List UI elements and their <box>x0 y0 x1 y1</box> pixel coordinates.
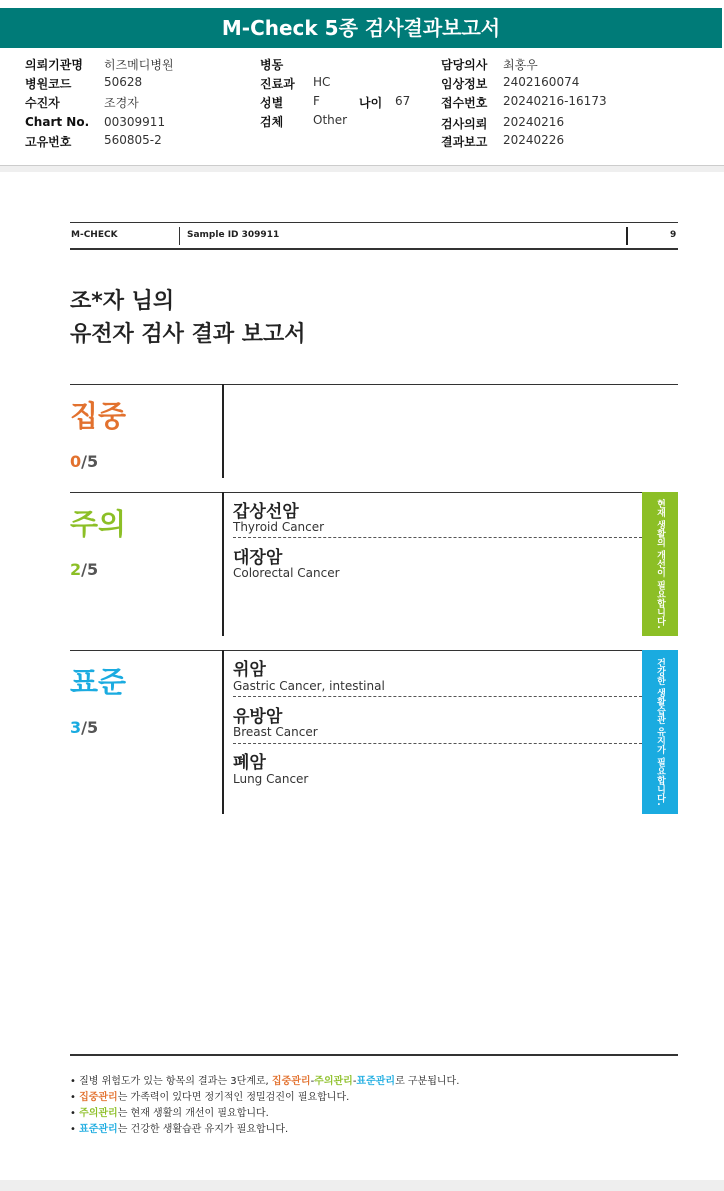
age-label: 나이 <box>359 96 383 110</box>
sex-label: 성별 <box>260 96 284 110</box>
item-divider <box>233 696 642 697</box>
doctor-label: 담당의사 <box>441 58 488 72</box>
standard-item-ko: 유방암 <box>233 707 283 727</box>
standard-item-ko: 위암 <box>233 660 266 680</box>
caution-section-name: 주의 <box>70 507 127 541</box>
item-divider <box>233 743 642 744</box>
standard-count: 3/5 <box>70 718 99 737</box>
section-divider <box>70 650 678 651</box>
bottom-band <box>0 1180 724 1191</box>
ward-label: 병동 <box>260 58 284 72</box>
focus-count: 0/5 <box>70 452 99 471</box>
patient-value: 조경자 <box>104 96 139 110</box>
dept-label: 진료과 <box>260 77 295 91</box>
note-2: • 집중관리는 가족력이 있다면 정기적인 정밀검진이 필요합니다. <box>70 1092 350 1103</box>
caution-item-en: Colorectal Cancer <box>233 566 340 580</box>
hospital-label: 의뢰기관명 <box>25 58 83 72</box>
section-divider <box>70 492 678 493</box>
caution-count: 2/5 <box>70 560 99 579</box>
caution-item-ko: 갑상선암 <box>233 502 299 522</box>
note-1: • 질병 위험도가 있는 항목의 결과는 3단계로, 집중관리-주의관리-표준관리로 구분됩니다. <box>70 1076 460 1087</box>
chart-value: 00309911 <box>104 115 166 129</box>
report-page <box>0 172 724 1180</box>
request-value: 20240216 <box>503 115 565 129</box>
specimen-label: 검체 <box>260 115 284 129</box>
brand-label: M-CHECK <box>71 230 118 240</box>
receipt-label: 접수번호 <box>441 96 488 110</box>
caution-item-en: Thyroid Cancer <box>233 520 325 534</box>
specimen-value: Other <box>313 113 348 127</box>
caution-side-tab: 현재 생활의 개선이 필요합니다. <box>642 492 678 636</box>
standard-item-en: Lung Cancer <box>233 772 309 786</box>
standard-side-tab: 건강한 생활습관 유지가 필요합니다. <box>642 650 678 814</box>
section-divider <box>70 384 678 385</box>
result-value: 20240226 <box>503 133 565 147</box>
doctor-value: 최홍우 <box>503 58 538 72</box>
standard-item-en: Breast Cancer <box>233 725 318 739</box>
sample-id: Sample ID 309911 <box>187 230 280 240</box>
title-line-2: 유전자 검사 결과 보고서 <box>70 322 306 347</box>
standard-item-en: Gastric Cancer, intestinal <box>233 679 385 693</box>
age-value: 67 <box>395 94 411 108</box>
section-vertical-line <box>222 492 224 636</box>
clinical-label: 임상정보 <box>441 77 488 91</box>
clinical-value: 2402160074 <box>503 75 580 89</box>
chart-label: Chart No. <box>25 115 90 129</box>
title-line-1: 조*자 님의 <box>70 289 175 314</box>
code-label: 병원코드 <box>25 77 72 91</box>
standard-section-name: 표준 <box>70 665 127 699</box>
receipt-value: 20240216-16173 <box>503 94 607 108</box>
code-value: 50628 <box>104 75 143 89</box>
patient-info-panel <box>0 48 724 166</box>
request-label: 검사의뢰 <box>441 117 488 131</box>
section-vertical-line <box>222 650 224 814</box>
hospital-value: 히즈메디병원 <box>104 58 174 72</box>
footer-divider <box>70 1054 678 1056</box>
caution-item-ko: 대장암 <box>233 548 283 568</box>
sex-value: F <box>313 94 320 108</box>
dept-value: HC <box>313 75 331 89</box>
note-4: • 표준관리는 건강한 생활습관 유지가 필요합니다. <box>70 1124 289 1135</box>
report-title: M-Check 5종 검사결과보고서 <box>221 16 501 40</box>
patient-label: 수진자 <box>25 96 60 110</box>
result-label: 결과보고 <box>441 135 488 149</box>
item-divider <box>233 537 642 538</box>
section-vertical-line <box>222 384 224 478</box>
uid-label: 고유번호 <box>25 135 72 149</box>
report-title-bar <box>0 8 722 48</box>
uid-value: 560805-2 <box>104 133 162 147</box>
page-header <box>70 222 678 250</box>
focus-section-name: 집중 <box>70 399 127 433</box>
header-divider <box>179 227 180 245</box>
page-number: 9 <box>670 230 677 240</box>
standard-item-ko: 폐암 <box>233 753 266 773</box>
note-3: • 주의관리는 현재 생활의 개선이 필요합니다. <box>70 1108 269 1119</box>
header-divider <box>626 227 628 245</box>
